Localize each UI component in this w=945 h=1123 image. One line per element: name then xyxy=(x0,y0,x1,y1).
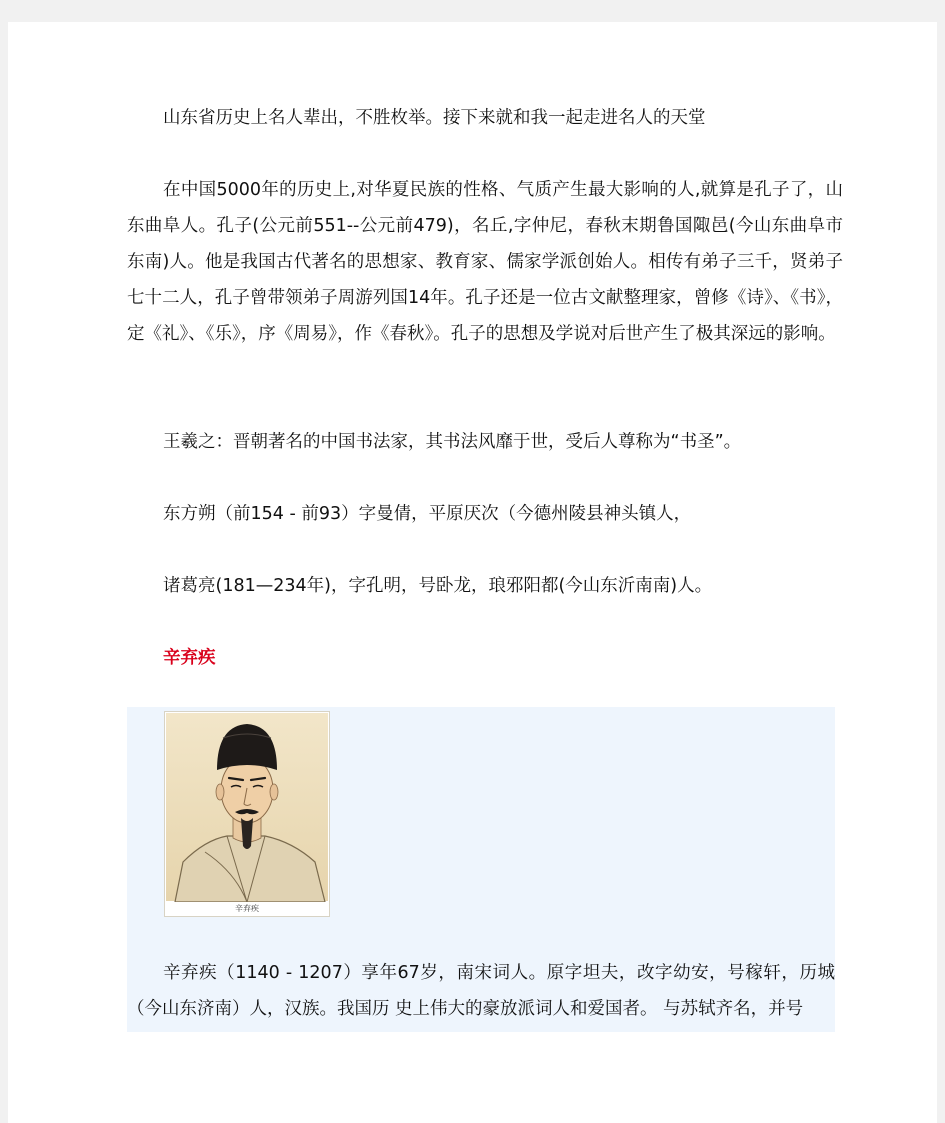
paragraph-zhuge-liang: 诸葛亮(181—234年)，字孔明，号卧龙，琅邪阳都(今山东沂南南)人。 xyxy=(163,576,713,596)
paragraph-confucius: 在中国5000年的历史上,对华夏民族的性格、气质产生最大影响的人,就算是孔子了，山东曲阜人。孔子(公元前551--公元前479)，名丘,字仲尼，春秋末期鲁国陬邑(今山东曲阜市东南)人。他是我国古代著名的思想家、教育家、儒家学派创始人。相传有弟子三千，贤弟子七十二人，孔子曾带领弟子周游列国14年。孔子还是一位古文献整理家，曾修《诗》、《书》，定《礼》、《乐》，序《周易》，作《春秋》。孔子的思想及学说对后世产生了极其深远的影响。 xyxy=(127,180,843,344)
paragraph-intro: 山东省历史上名人辈出，不胜枚举。接下来就和我一起走进名人的天堂 xyxy=(163,108,706,128)
document-page xyxy=(8,22,937,1123)
portrait-caption: 辛弃疾 xyxy=(235,904,259,913)
section-heading-xin-qiji: 辛弃疾 xyxy=(163,648,216,668)
portrait-ear-right xyxy=(270,784,278,800)
portrait-ear-left xyxy=(216,784,224,800)
paragraph-wang-xizhi: 王羲之：晋朝著名的中国书法家，其书法风靡于世，受后人尊称为“书圣”。 xyxy=(163,432,742,452)
paragraph-dongfang-shuo: 东方朔（前154 - 前93）字曼倩，平原厌次（今德州陵县神头镇人， xyxy=(163,504,692,524)
xin-qiji-portrait xyxy=(164,711,330,917)
xin-qiji-bio-text: 辛弃疾（1140 - 1207）享年67岁，南宋词人。原字坦夫，改字幼安，号稼轩，历城（今山东济南）人，汉族。我国历 史上伟大的豪放派词人和爱国者。 与苏轼齐名，并号 xyxy=(127,963,835,1019)
xin-qiji-bio-box xyxy=(127,707,835,1032)
portrait-illustration xyxy=(165,712,329,902)
